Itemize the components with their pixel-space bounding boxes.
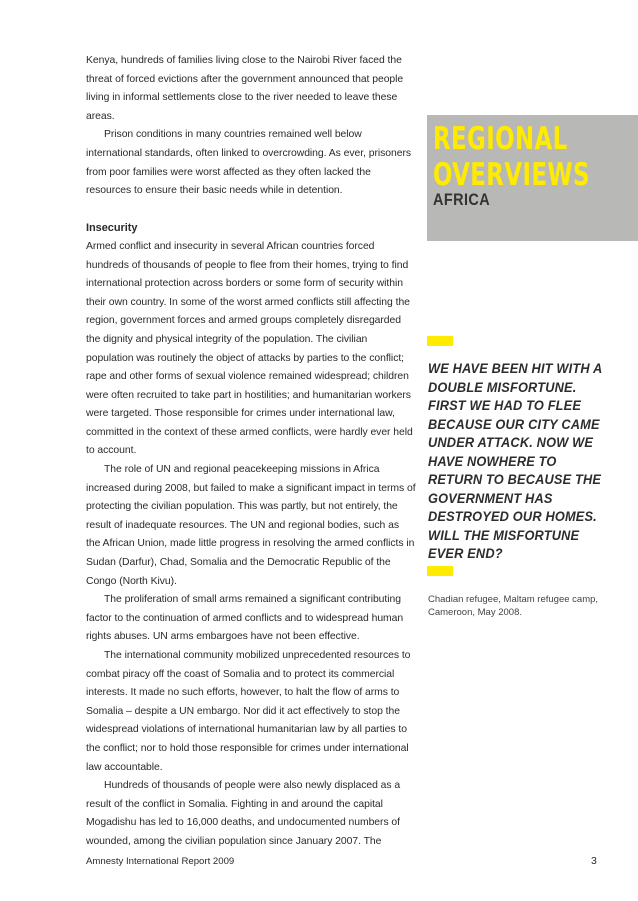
- main-text-column: [86, 52, 416, 852]
- section-heading-insecurity: Insecurity: [86, 222, 138, 235]
- section-title-line: OVERVIEWS: [433, 157, 590, 193]
- section-subtitle: AFRICA: [433, 190, 491, 209]
- section-title-line: REGIONAL: [433, 121, 568, 157]
- body-paragraph: The proliferation of small arms remained a significant contributing factor to the continuation of armed conflicts and to widespread human rights abuses. UN arms embargoes have not been effective.: [86, 594, 404, 643]
- body-paragraph: Hundreds of thousands of people were also newly displaced as a result of the conflict in Somalia. Fighting in and around the capital Mogadishu has led to 16,000 deaths, and undocumented numbers of wounded, among the civilian population since January 2007. The: [86, 780, 401, 847]
- body-paragraph: Prison conditions in many countries remained well below international standards, often linked to overcrowding. As ever, prisoners from poor families were worst affected as they often lacked the resources to ensure their basic needs while in detention.: [86, 129, 411, 197]
- quote-top-bar: [427, 336, 453, 346]
- page-number: 3: [591, 855, 597, 867]
- section-title: [433, 121, 590, 193]
- body-paragraph: Armed conflict and insecurity in several African countries forced hundreds of thousands of people to flee from their homes, trying to find international protection across borders or some form of security within their own country. In some of the worst armed conflicts still affecting the region, government forces and armed groups completely disregarded the dignity and physical integrity of the population. The civilian population was routinely the object of attacks by parties to the conflict; rape and other forms of sexual violence remained widespread; children were often recruited to take part in hostilities; and humanitarian workers were targeted. Those responsible for crimes under international law, committed in the context of these armed conflicts, were hardly ever held to account.: [86, 240, 413, 457]
- body-paragraph: The international community mobilized unprecedented resources to combat piracy off the coast of Somalia and to protect its commercial interests. It made no such efforts, however, to halt the flow of arms to Somalia – despite a UN embargo. Nor did it act effectively to stop the widespread violations of international humanitarian law by all parties to the conflict; nor to hold those responsible for crimes under international law accountable.: [86, 650, 411, 773]
- body-paragraph: Kenya, hundreds of families living close to the Nairobi River faced the threat of forced evictions after the government announced that people living in informal settlements close to the river needed to leave these areas.: [86, 55, 404, 122]
- section-title-box: [427, 115, 638, 241]
- footer-report-title: Amnesty International Report 2009: [86, 856, 235, 867]
- body-paragraph: The role of UN and regional peacekeeping missions in Africa increased during 2008, but failed to make a significant impact in terms of protecting the civilian population. This was partly, but not entirely, the result of inadequate resources. The UN and regional bodies, such as the African Union, made little progress in resolving the armed conflicts in Sudan (Darfur), Chad, Somalia and the Democratic Republic of the Congo (North Kivu).: [86, 464, 416, 587]
- quote-attribution: Chadian refugee, Maltam refugee camp, Cameroon, May 2008.: [428, 594, 599, 618]
- quote-bottom-bar: [427, 566, 453, 576]
- pull-quote: WE HAVE BEEN HIT WITH A DOUBLE MISFORTUNE. FIRST WE HAD TO FLEE BECAUSE OUR CITY CAME UNDER ATTACK. NOW WE HAVE NOWHERE TO RETURN TO BECAUSE THE GOVERNMENT HAS DESTROYED OUR HOMES. WILL THE MISFORTUNE EVER END?: [428, 361, 602, 562]
